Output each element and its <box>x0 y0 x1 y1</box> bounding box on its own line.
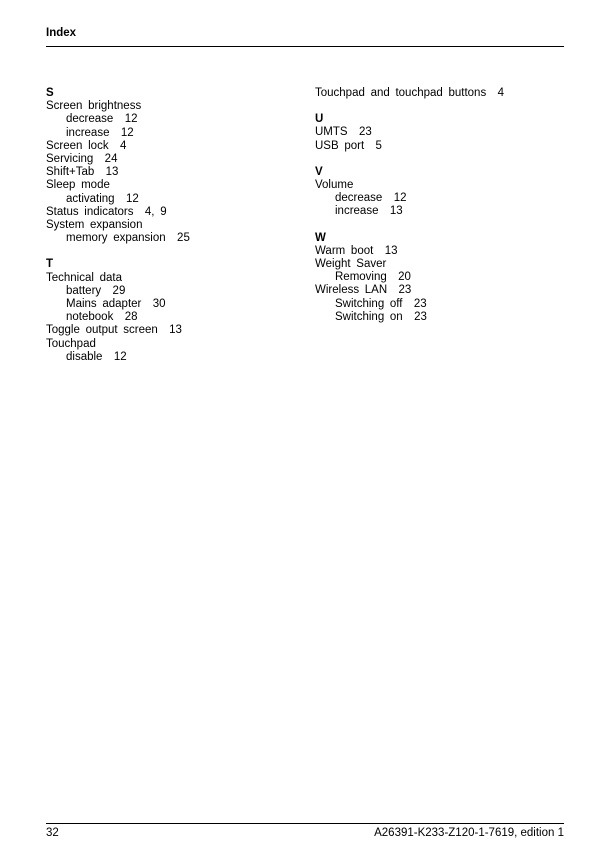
index-column-right <box>315 87 565 324</box>
index-entry: Volume <box>315 179 354 192</box>
index-column-left <box>46 87 296 364</box>
index-subentry: disable 12 <box>66 350 127 363</box>
index-section-letter: W <box>315 231 326 244</box>
index-subentry: Switching off 23 <box>335 297 427 310</box>
section-gap <box>315 153 565 166</box>
index-entry: Sleep mode <box>46 179 110 192</box>
index-entry: Servicing 24 <box>46 153 118 166</box>
index-entry: Screen brightness <box>46 100 142 113</box>
footer-page-number: 32 <box>46 827 59 839</box>
index-entry: Weight Saver <box>315 258 387 271</box>
index-entry: UMTS 23 <box>315 126 372 139</box>
index-section-letter: U <box>315 113 324 126</box>
index-subentry: decrease 12 <box>66 113 138 126</box>
index-entry: Toggle output screen 13 <box>46 324 182 337</box>
page-header-title: Index <box>46 27 77 39</box>
index-entry: Status indicators 4, 9 <box>46 205 167 218</box>
index-section-letter: T <box>46 258 54 271</box>
footer-document-id: A26391-K233-Z120-1-7619, edition 1 <box>374 827 564 839</box>
index-entry: Touchpad and touchpad buttons 4 <box>315 87 504 99</box>
index-subentry: memory expansion 25 <box>66 232 190 245</box>
header-rule <box>46 46 564 47</box>
index-entry: Screen lock 4 <box>46 139 127 152</box>
index-subentry: decrease 12 <box>335 192 407 205</box>
index-entry: Wireless LAN 23 <box>315 284 412 297</box>
index-section-letter: S <box>46 87 54 99</box>
index-entry: Touchpad <box>46 337 96 350</box>
index-subentry: Mains adapter 30 <box>66 298 166 311</box>
index-subentry: increase 12 <box>66 126 134 139</box>
index-section-letter: V <box>315 165 323 178</box>
index-subentry: activating 12 <box>66 192 139 205</box>
section-gap <box>46 245 296 258</box>
section-gap <box>315 219 565 232</box>
index-subentry: Removing 20 <box>335 271 411 284</box>
index-entry: System expansion <box>46 219 143 232</box>
index-subentry: battery 29 <box>66 284 126 297</box>
index-entry: Technical data <box>46 271 123 284</box>
index-subentry: notebook 28 <box>66 311 138 324</box>
index-subentry: Switching on 23 <box>335 310 427 323</box>
index-entry: Warm boot 13 <box>315 244 398 257</box>
index-entry: Shift+Tab 13 <box>46 166 119 179</box>
footer-rule <box>46 823 564 824</box>
section-gap <box>315 100 565 113</box>
index-entry: USB port 5 <box>315 139 382 152</box>
index-subentry: increase 13 <box>335 205 403 218</box>
